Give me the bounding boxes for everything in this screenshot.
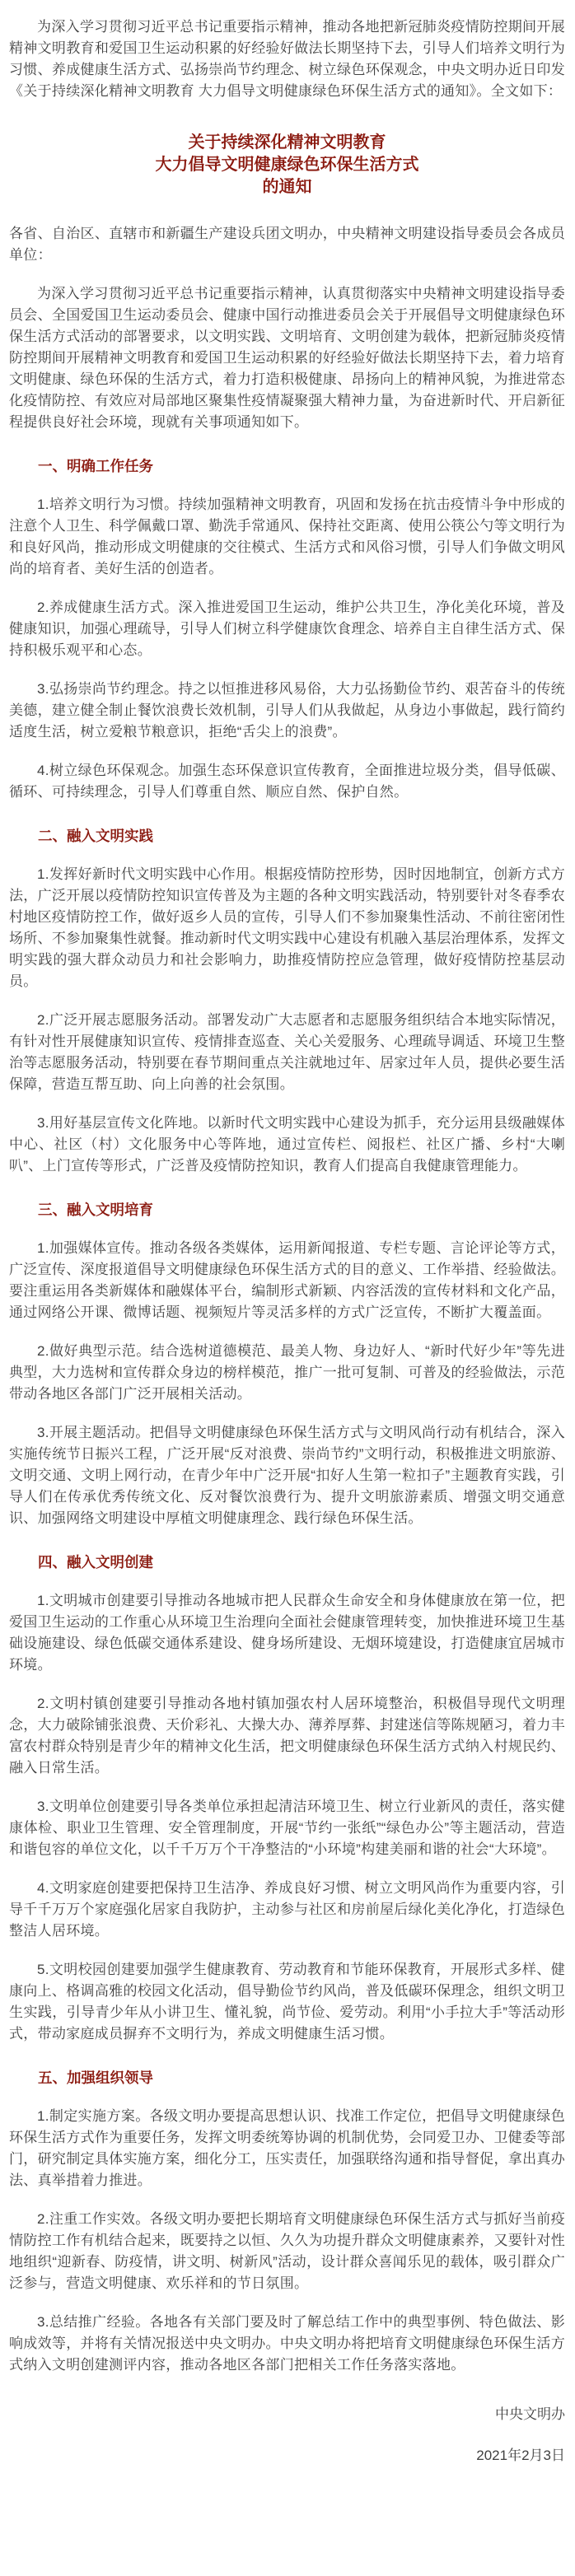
title-line-1: 关于持续深化精神文明教育 — [188, 133, 386, 152]
signature-author: 中央文明办 — [495, 2406, 565, 2422]
section-organizational-leadership — [9, 2067, 565, 2376]
section-5-paragraph-2: 2.注重工作实效。各级文明办要把长期培育文明健康绿色环保生活方式与抓好当前疫情防控工作有机结合起来，既要持之以恒、久久为功提升群众文明健康素养，又要针对性地组织“迎新春、防疫情，讲文明、树新风”活动，设计群众喜闻乐见的载体，吸引群众广泛参与，营造文明健康、欢乐祥和的节日氛围。 — [9, 2211, 565, 2291]
section-1-paragraph-1: 1.培养文明行为习惯。持续加强精神文明教育，巩固和发扬在抗击疫情斗争中形成的注意个人卫生、科学佩戴口罩、勤洗手常通风、保持社交距离、使用公筷公勺等文明行为和良好风尚，推动形成文明健康的交往模式、生活方式和风俗习惯，引导人们争做文明风尚的培育者、美好生活的创造者。 — [9, 497, 565, 576]
section-heading-1: 一、明确工作任务 — [38, 458, 153, 474]
section-1-paragraph-2: 2.养成健康生活方式。深入推进爱国卫生运动，维护公共卫生，净化美化环境，普及健康知识，加强心理疏导，引导人们树立科学健康饮食理念、培养自主自律生活方式、保持积极乐观平和心态。 — [9, 600, 565, 658]
section-heading-5: 五、加强组织领导 — [38, 2070, 153, 2086]
section-heading-3: 三、融入文明培育 — [38, 1202, 153, 1218]
section-2-paragraph-2: 2.广泛开展志愿服务活动。部署发动广大志愿者和志愿服务组织结合本地实际情况，有针对性开展健康知识宣传、疫情排查巡查、关心关爱服务、心理疏导调适、环境卫生整治等志愿服务活动，特别要在春节期间重点关注就地过年、居家过年人员，提供必要生活保障，营造互帮互助、向上向善的社会氛围。 — [9, 1012, 565, 1092]
section-civilization-cultivation — [9, 1199, 565, 1529]
signature-block — [9, 2404, 565, 2466]
section-civilization-creation — [9, 1552, 565, 2045]
section-3-paragraph-3: 3.开展主题活动。把倡导文明健康绿色环保生活方式与文明风尚行动有机结合，深入实施传统节日振兴工程，广泛开展“反对浪费、崇尚节约”文明行动，积极推进文明旅游、文明交通、文明上网行动，在青少年中广泛开展“扣好人生第一粒扣子”主题教育实践，引导人们在传承优秀传统文化、反对餐饮浪费行为、提升文明旅游素质、增强文明交通意识、加强网络文明建设中厚植文明健康理念、践行绿色环保生活。 — [9, 1425, 565, 1526]
section-4-paragraph-2: 2.文明村镇创建要引导推动各地村镇加强农村人居环境整治，积极倡导现代文明理念，大力破除铺张浪费、天价彩礼、大操大办、薄养厚葬、封建迷信等陈规陋习，着力丰富农村群众特别是青少年的精神文化生活，把文明健康绿色环保生活方式纳入村规民约、融入日常生活。 — [9, 1696, 565, 1776]
section-work-tasks — [9, 455, 565, 803]
section-heading-4: 四、融入文明创建 — [38, 1554, 153, 1570]
salutation: 各省、自治区、直辖市和新疆生产建设兵团文明办，中央精神文明建设指导委员会各成员单位： — [9, 226, 565, 263]
signature-date: 2021年2月3日 — [476, 2448, 565, 2463]
section-3-paragraph-2: 2.做好典型示范。结合选树道德模范、最美人物、身边好人、“新时代好少年”等先进典型，大力选树和宣传群众身边的榜样模范，推广一批可复制、可普及的经验做法，示范带动各地区各部门广泛开展相关活动。 — [9, 1343, 565, 1402]
section-3-paragraph-1: 1.加强媒体宣传。推动各级各类媒体，运用新闻报道、专栏专题、言论评论等方式，广泛宣传、深度报道倡导文明健康绿色环保生活方式的目的意义、工作举措、经验做法。要注重运用各类新媒体和融媒体平台，编制形式新颖、内容活泼的宣传材料和文化产品，通过网络公开课、微博话题、视频短片等灵活多样的方式广泛宣传，不断扩大覆盖面。 — [9, 1240, 565, 1320]
opening-paragraph: 为深入学习贯彻习近平总书记重要指示精神，认真贯彻落实中央精神文明建设指导委员会、全国爱国卫生运动委员会、健康中国行动推进委员会关于开展倡导文明健康绿色环保生活方式活动的部署要求，以文明实践、文明培育、文明创建为载体，把新冠肺炎疫情防控期间开展精神文明教育和爱国卫生运动积累的好经验好做法长期坚持下去，着力培育文明健康、绿色环保的生活方式，着力打造积极健康、昂扬向上的精神风貌，为推进常态化疫情防控、有效应对局部地区聚集性疫情凝聚强大精神力量，为奋进新时代、开启新征程提供良好社会环境，现就有关事项通知如下。 — [9, 286, 565, 430]
section-4-paragraph-4: 4.文明家庭创建要把保持卫生洁净、养成良好习惯、树立文明风尚作为重要内容，引导千千万万个家庭强化居家自我防护，主动参与社区和房前屋后绿化美化净化，打造绿色整洁人居环境。 — [9, 1880, 565, 1939]
section-5-paragraph-1: 1.制定实施方案。各级文明办要提高思想认识、找准工作定位，把倡导文明健康绿色环保生活方式作为重要任务，发挥文明委统筹协调的机制优势，会同爱卫办、卫健委等部门，研究制定具体实施方案，细化分工，压实责任，加强联络沟通和指导督促，拿出真办法、真举措着力推进。 — [9, 2108, 565, 2188]
section-4-paragraph-5: 5.文明校园创建要加强学生健康教育、劳动教育和节能环保教育，开展形式多样、健康向上、格调高雅的校园文化活动，倡导勤俭节约风尚，普及低碳环保理念，组织文明卫生实践，引导青少年从小讲卫生、懂礼貌，尚节俭、爱劳动。利用“小手拉大手”等活动形式，带动家庭成员摒弃不文明行为，养成文明健康生活习惯。 — [9, 1962, 565, 2042]
title-line-2: 大力倡导文明健康绿色环保生活方式 — [155, 156, 419, 174]
section-5-paragraph-3: 3.总结推广经验。各地各有关部门要及时了解总结工作中的典型事例、特色做法、影响成效等，并将有关情况报送中央文明办。中央文明办将把培育文明健康绿色环保生活方式纳入文明创建测评内容，推动各地区各部门把相关工作任务落实落地。 — [9, 2314, 565, 2373]
section-4-paragraph-3: 3.文明单位创建要引导各类单位承担起清洁环境卫生、树立行业新风的责任，落实健康体检、职业卫生管理、安全管理制度，开展“节约一张纸”“绿色办公”等主题活动，营造和谐包容的单位文化，以千千万万个干净整洁的“小环境”构建美丽和谐的社会“大环境”。 — [9, 1799, 565, 1857]
section-civilization-practice — [9, 825, 565, 1177]
section-2-paragraph-1: 1.发挥好新时代文明实践中心作用。根据疫情防控形势，因时因地制宜，创新方式方法，广泛开展以疫情防控知识宣传普及为主题的各种文明实践活动，特别要针对冬春季农村地区疫情防控工作，做好返乡人员的宣传，引导人们不参加聚集性活动、不前往密闭性场所、不参加聚集性就餐。推动新时代文明实践中心建设有机融入基层治理体系，发挥文明实践的强大群众动员力和社会影响力，助推疫情防控应急管理，做好疫情防控基层动员。 — [9, 866, 565, 989]
section-heading-2: 二、融入文明实践 — [38, 828, 153, 844]
section-2-paragraph-3: 3.用好基层宣传文化阵地。以新时代文明实践中心建设为抓手，充分运用县级融媒体中心、社区（村）文化服务中心等阵地，通过宣传栏、阅报栏、社区广播、乡村“大喇叭”、上门宣传等形式，广泛普及疫情防控知识，教育人们提高自我健康管理能力。 — [9, 1115, 565, 1174]
notice-title — [9, 132, 565, 198]
intro-paragraph: 为深入学习贯彻习近平总书记重要指示精神，推动各地把新冠肺炎疫情防控期间开展精神文明教育和爱国卫生运动积累的好经验好做法长期坚持下去，引导人们培养文明行为习惯、养成健康生活方式、弘扬崇尚节约理念、树立绿色环保观念，中央文明办近日印发《关于持续深化精神文明教育 大力倡导文明健康绿色环保生活方式的通知》。全文如下： — [9, 19, 565, 99]
section-1-paragraph-3: 3.弘扬崇尚节约理念。持之以恒推进移风易俗，大力弘扬勤俭节约、艰苦奋斗的传统美德，建立健全制止餐饮浪费长效机制，引导人们从我做起，从身边小事做起，践行简约适度生活，树立爱粮节粮意识，拒绝“舌尖上的浪费”。 — [9, 681, 565, 740]
section-4-paragraph-1: 1.文明城市创建要引导推动各地城市把人民群众生命安全和身体健康放在第一位，把爱国卫生运动的工作重心从环境卫生治理向全面社会健康管理转变，加快推进环境卫生基础设施建设、绿色低碳交通体系建设、健身场所建设、无烟环境建设，打造健康宜居城市环境。 — [9, 1593, 565, 1673]
section-1-paragraph-4: 4.树立绿色环保观念。加强生态环保意识宣传教育，全面推进垃圾分类，倡导低碳、循环、可持续理念，引导人们尊重自然、顺应自然、保护自然。 — [9, 763, 565, 800]
title-line-3: 的通知 — [262, 178, 312, 196]
